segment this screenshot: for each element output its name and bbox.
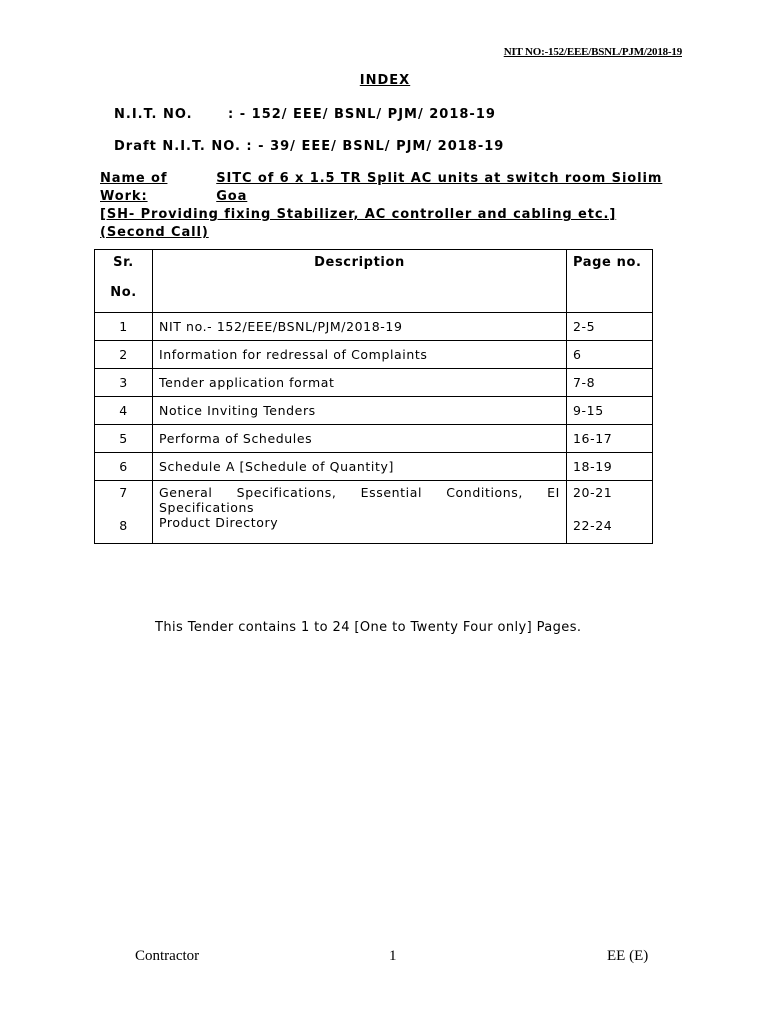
description-word: General — [159, 485, 213, 500]
description-cell: Information for redressal of Complaints — [153, 341, 567, 369]
footer-ee: EE (E) — [607, 948, 649, 964]
description-cell-line2: Specifications — [159, 500, 255, 515]
sr-cell: 8 — [119, 518, 128, 533]
name-of-work-label: Name of Work: — [100, 171, 168, 204]
description-word: EI — [547, 485, 560, 500]
table-row — [95, 453, 653, 481]
page-cell: 18-19 — [567, 453, 653, 481]
description-header: Description — [153, 250, 567, 313]
page-cell: 2-5 — [567, 313, 653, 341]
page-count-note: This Tender contains 1 to 24 [One to Twenty Four only] Pages. — [155, 620, 582, 635]
description-word: Essential — [360, 485, 423, 500]
nit-number-label: N.I.T. NO. — [114, 107, 193, 122]
draft-nit-number: Draft N.I.T. NO. : - 39/ EEE/ BSNL/ PJM/ 2018-19 — [114, 139, 505, 154]
table-row — [95, 425, 653, 453]
sr-cell: 6 — [95, 453, 153, 481]
page-number: 1 — [389, 948, 397, 964]
page-cell: 6 — [567, 341, 653, 369]
sr-no-header — [95, 250, 153, 313]
description-word: Conditions, — [446, 485, 523, 500]
sr-header-line2: No. — [110, 285, 137, 300]
description-word: Specifications, — [236, 485, 337, 500]
page-title: INDEX — [359, 73, 411, 88]
page-cell: 16-17 — [567, 425, 653, 453]
table-row — [95, 341, 653, 369]
index-table — [94, 249, 653, 544]
page-cell: 22-24 — [573, 518, 613, 533]
description-cell: Performa of Schedules — [153, 425, 567, 453]
table-row — [95, 369, 653, 397]
description-cell-line1 — [159, 485, 560, 500]
description-cell: Schedule A [Schedule of Quantity] — [153, 453, 567, 481]
table-header-row — [95, 250, 653, 313]
footer-contractor: Contractor — [135, 948, 200, 964]
description-cell: Product Directory — [159, 515, 279, 530]
page-cell: 20-21 — [573, 485, 613, 500]
sr-cell: 1 — [95, 313, 153, 341]
name-of-work-line2: [SH- Providing fixing Stabilizer, AC controller and cabling etc.] (Second Call) — [100, 207, 617, 240]
description-cell: Tender application format — [153, 369, 567, 397]
description-cell: Notice Inviting Tenders — [153, 397, 567, 425]
table-row — [95, 397, 653, 425]
page-cell: 7-8 — [567, 369, 653, 397]
name-of-work — [100, 170, 682, 242]
page-cell: 9-15 — [567, 397, 653, 425]
name-of-work-title: SITC of 6 x 1.5 TR Split AC units at switch room Siolim Goa — [216, 171, 663, 204]
sr-cell: 2 — [95, 341, 153, 369]
description-cell: NIT no.- 152/EEE/BSNL/PJM/2018-19 — [153, 313, 567, 341]
nit-number-value: : - 152/ EEE/ BSNL/ PJM/ 2018-19 — [228, 107, 496, 122]
sr-cell: 4 — [95, 397, 153, 425]
table-row — [95, 313, 653, 341]
sr-header-line1: Sr. — [113, 255, 134, 270]
sr-cell: 5 — [95, 425, 153, 453]
table-row — [95, 481, 653, 544]
header-reference: NIT NO:-152/EEE/BSNL/PJM/2018-19 — [503, 46, 682, 58]
name-of-work-line1 — [100, 170, 682, 206]
sr-cell: 3 — [95, 369, 153, 397]
sr-cell: 7 — [119, 485, 128, 500]
page-no-header: Page no. — [567, 250, 653, 313]
